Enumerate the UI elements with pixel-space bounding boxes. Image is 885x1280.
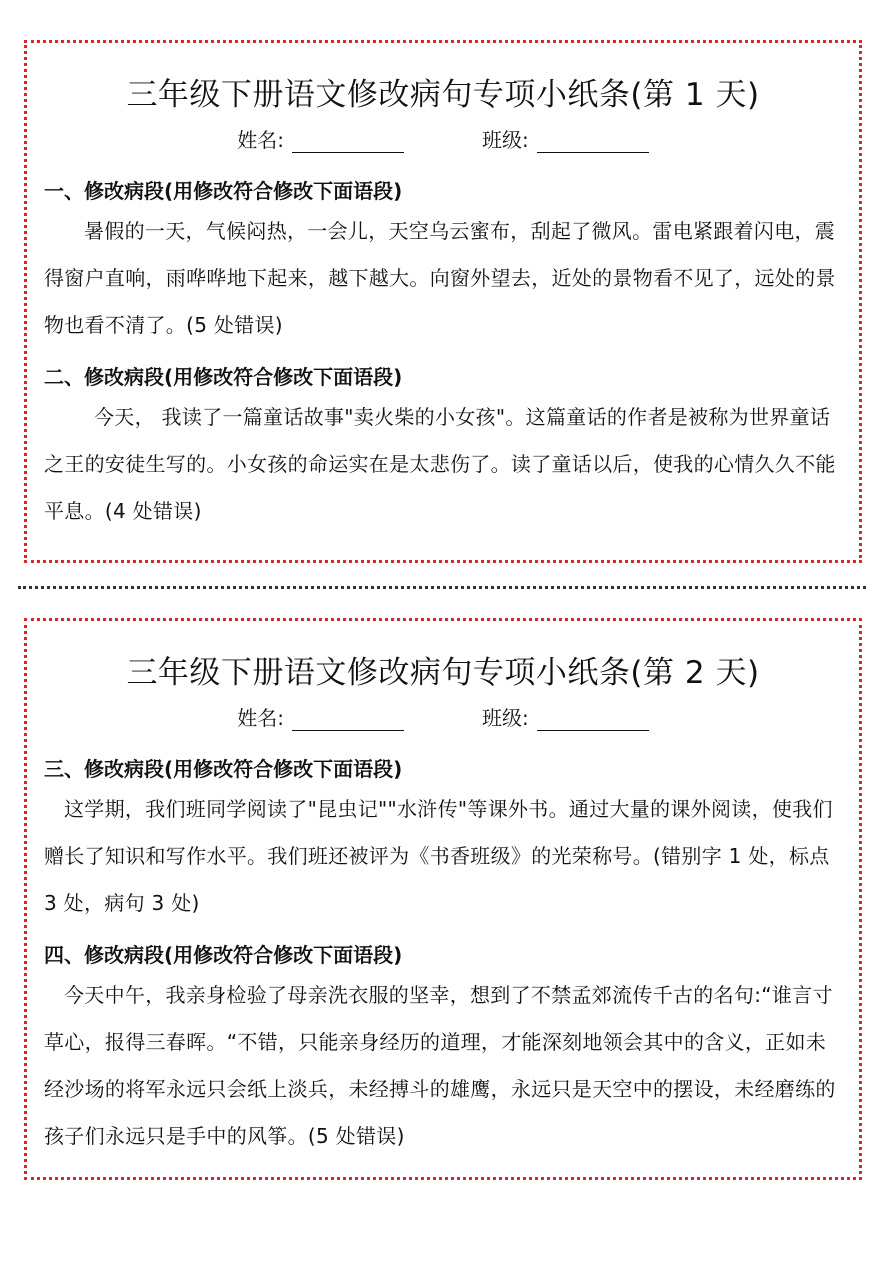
worksheet-day-1 xyxy=(24,40,862,563)
name-blank xyxy=(292,712,404,731)
section-heading: 二、修改病段(用修改符合修改下面语段) xyxy=(44,365,403,389)
section-paragraph: 今天中午，我亲身检验了母亲洗衣服的坚幸，想到了不禁孟郊流传千古的名句:“谁言寸草心，报得三春晖。“不错，只能亲身经历的道理，才能深刻地领会其中的含义，正如未经沙场的将军永远只会纸上淡兵，未经搏斗的雄鹰，永远只是天空中的摆设，未经磨练的孩子们永远只是手中的风筝。(5 处错误) xyxy=(44,983,836,1148)
name-class-row xyxy=(27,124,859,153)
worksheet-day-2 xyxy=(24,618,862,1180)
name-blank xyxy=(292,134,404,153)
name-label: 姓名: xyxy=(237,128,284,152)
section-heading: 一、修改病段(用修改符合修改下面语段) xyxy=(44,179,403,203)
name-field xyxy=(237,702,404,731)
name-field xyxy=(237,124,404,153)
worksheet-title: 三年级下册语文修改病句专项小纸条(第 2 天) xyxy=(126,655,760,691)
section-heading: 三、修改病段(用修改符合修改下面语段) xyxy=(44,757,403,781)
cut-line-divider xyxy=(18,586,866,589)
class-blank xyxy=(537,712,649,731)
class-field xyxy=(482,702,649,731)
section-heading: 四、修改病段(用修改符合修改下面语段) xyxy=(44,943,403,967)
section-paragraph: 今天， 我读了一篇童话故事"卖火柴的小女孩"。这篇童话的作者是被称为世界童话之王的安徒生写的。小女孩的命运实在是太悲伤了。读了童话以后，使我的心情久久不能平息。(4 处错误) xyxy=(44,405,836,523)
name-class-row xyxy=(27,702,859,731)
section-paragraph: 这学期，我们班同学阅读了"昆虫记""水浒传"等课外书。通过大量的课外阅读，使我们赠长了知识和写作水平。我们班还被评为《书香班级》的光荣称号。(错别字 1 处，标点 3 处，病句 3 处) xyxy=(44,797,833,915)
worksheet-title: 三年级下册语文修改病句专项小纸条(第 1 天) xyxy=(126,77,760,113)
name-label: 姓名: xyxy=(237,706,284,730)
class-label: 班级: xyxy=(482,128,529,152)
section-paragraph: 暑假的一天，气候闷热，一会儿，天空乌云蜜布，刮起了微风。雷电紧跟着闪电，震得窗户直响，雨哗哗地下起来，越下越大。向窗外望去，近处的景物看不见了，远处的景物也看不清了。(5 处错误) xyxy=(44,219,836,337)
class-blank xyxy=(537,134,649,153)
class-field xyxy=(482,124,649,153)
class-label: 班级: xyxy=(482,706,529,730)
